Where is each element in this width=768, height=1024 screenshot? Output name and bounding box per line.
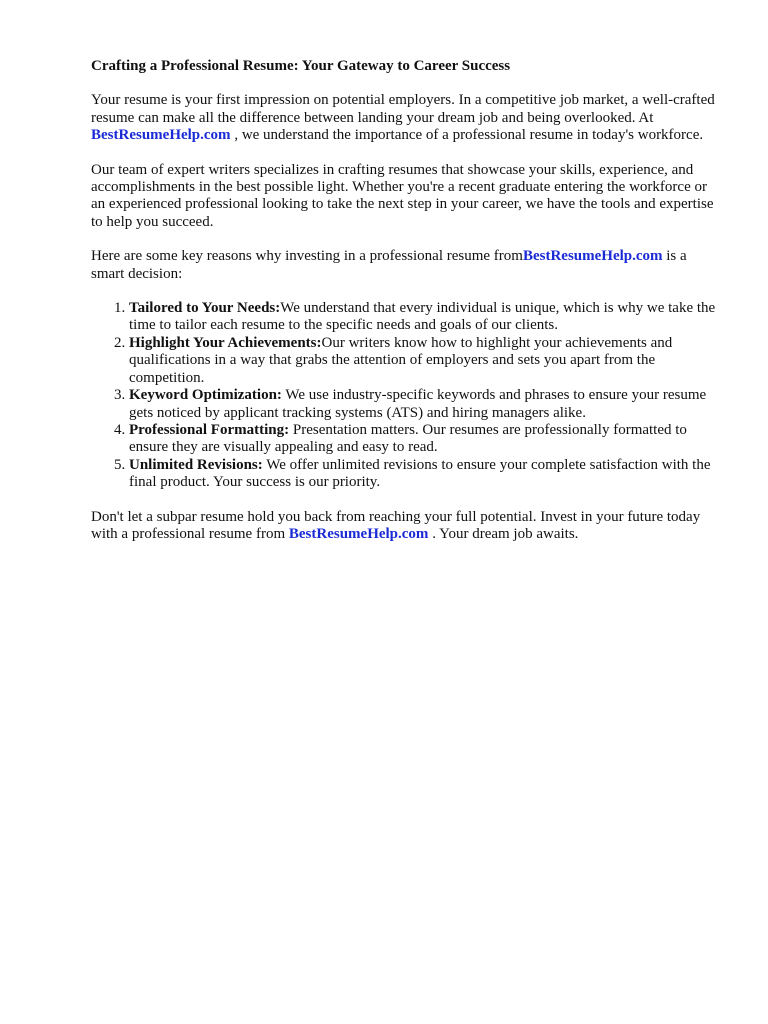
closing-text-before: Don't let a subpar resume hold you back from reaching your full potential. Invest in your future today with a professional resume from xyxy=(91,508,701,542)
closing-paragraph xyxy=(91,509,721,544)
reason-text: We offer unlimited revisions to ensure your complete satisfaction with the final product. Your success is our priority. xyxy=(129,456,711,491)
reason-term: Tailored to Your Needs: xyxy=(129,300,281,317)
reason-text: We understand that every individual is unique, which is why we take the time to tailor each resume to the specific needs and goals of our clients. xyxy=(129,300,716,334)
reason-term: Keyword Optimization: xyxy=(129,387,282,404)
reasons-list xyxy=(91,300,721,491)
closing-text-after: . Your dream job awaits. xyxy=(428,525,579,542)
list-item xyxy=(129,422,721,457)
document-title: Crafting a Professional Resume: Your Gateway to Career Success xyxy=(91,58,511,74)
document-page xyxy=(91,58,721,560)
list-item xyxy=(129,457,721,492)
team-paragraph: Our team of expert writers specializes in crafting resumes that showcase your skills, experience, and accomplishments in the best possible light. Whether you're a recent graduate entering the workforce or an experienced professional looking to take the next step in your career, we have the tools and expertise to help you succeed. xyxy=(91,161,714,230)
reason-term: Highlight Your Achievements: xyxy=(129,334,322,351)
intro-text-before: Your resume is your first impression on potential employers. In a competitive job market, a well-crafted resume can make all the difference between landing your dream job and being overlooked. At xyxy=(91,92,715,126)
reason-text: Presentation matters. Our resumes are professionally formatted to ensure they are visually appealing and easy to read. xyxy=(129,421,687,456)
intro-paragraph xyxy=(91,92,721,144)
list-item xyxy=(129,387,721,422)
reason-term: Professional Formatting: xyxy=(129,421,290,438)
reasons-intro-text-after: is a smart decision: xyxy=(91,248,687,282)
reason-text: We use industry-specific keywords and phrases to ensure your resume gets noticed by applicant tracking systems (ATS) and hiring managers alike. xyxy=(129,387,707,421)
intro-site-link[interactable]: BestResumeHelp.com xyxy=(91,127,231,144)
reasons-intro-paragraph xyxy=(91,248,721,283)
reasons-site-link[interactable]: BestResumeHelp.com xyxy=(522,248,663,265)
list-item xyxy=(129,300,721,335)
intro-text-after: , we understand the importance of a professional resume in today's workforce. xyxy=(230,127,704,144)
reason-text: Our writers know how to highlight your achievements and qualifications in a way that grabs the attention of employers and sets you apart from the competition. xyxy=(129,334,673,386)
closing-site-link[interactable]: BestResumeHelp.com xyxy=(288,525,429,542)
list-item xyxy=(129,335,721,387)
reasons-intro-text-before: Here are some key reasons why investing in a professional resume from xyxy=(91,248,523,265)
reason-term: Unlimited Revisions: xyxy=(129,456,263,473)
